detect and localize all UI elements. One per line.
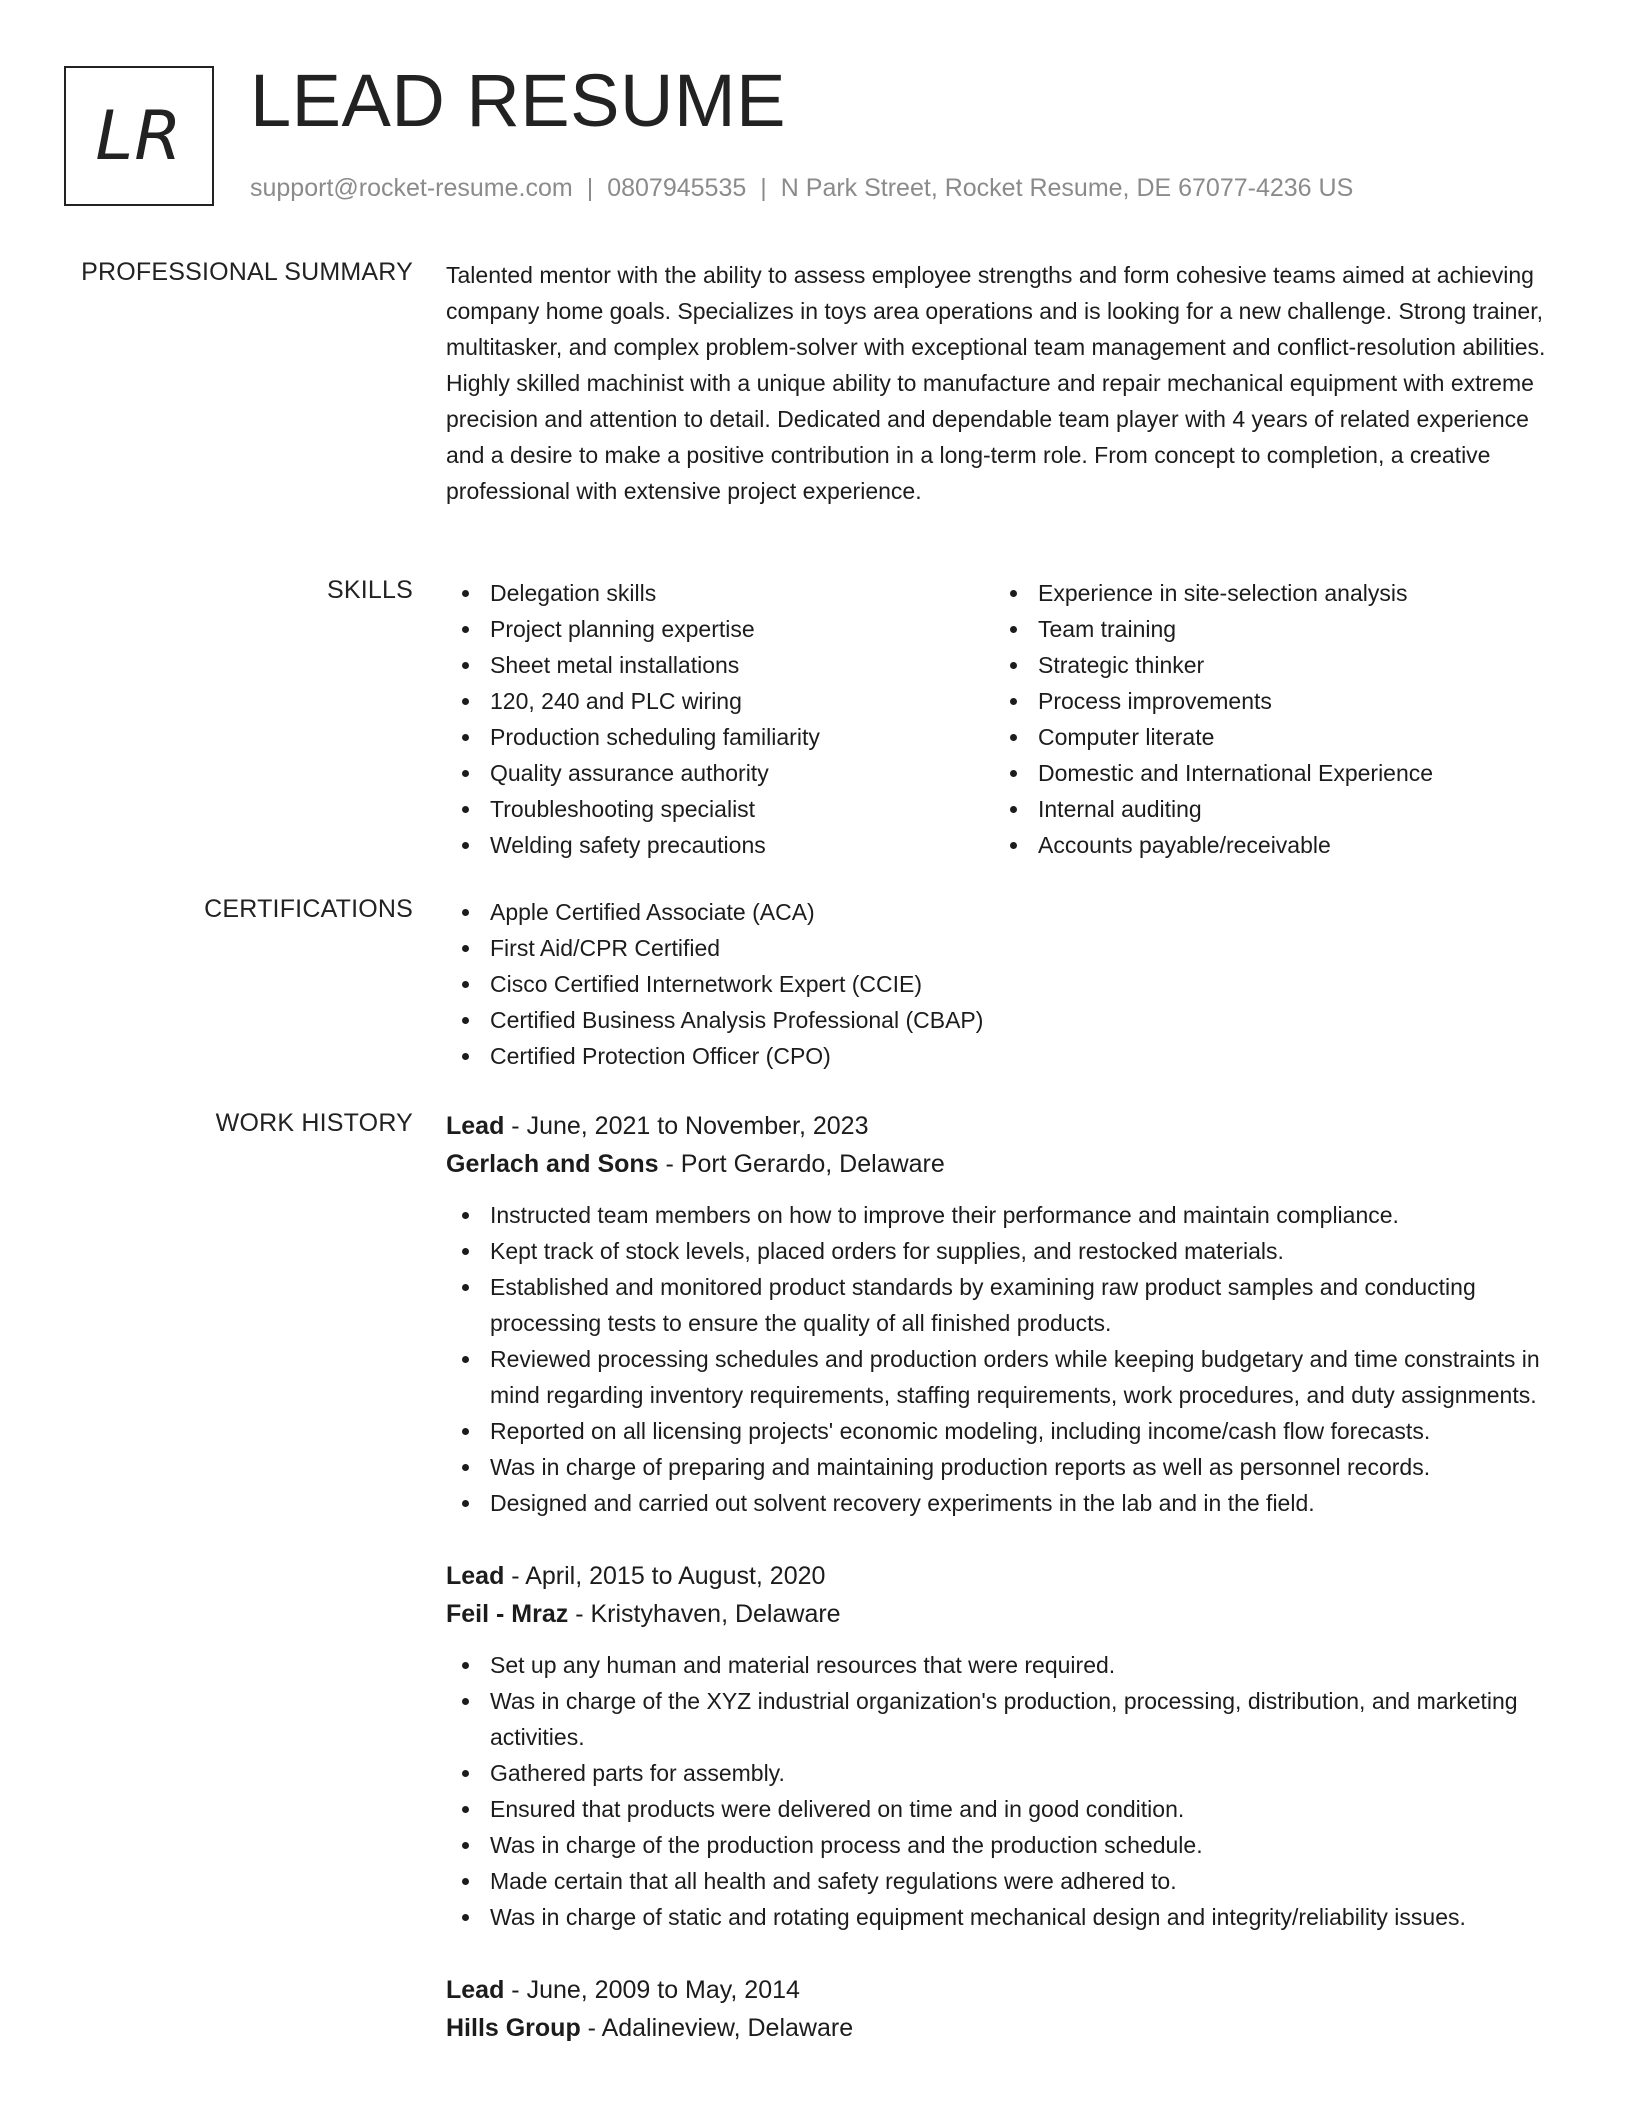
skill-item: Computer literate bbox=[994, 719, 1542, 755]
skill-item: Team training bbox=[994, 611, 1542, 647]
skill-item: Welding safety precautions bbox=[446, 827, 994, 863]
skills-body bbox=[446, 575, 1561, 863]
skill-item: Quality assurance authority bbox=[446, 755, 994, 791]
skill-item: Strategic thinker bbox=[994, 647, 1542, 683]
job-dates: June, 2021 to November, 2023 bbox=[526, 1112, 869, 1140]
job-bullet: Was in charge of the production process and the production schedule. bbox=[446, 1827, 1561, 1863]
skill-item: Internal auditing bbox=[994, 791, 1542, 827]
skill-item: Sheet metal installations bbox=[446, 647, 994, 683]
contact-line bbox=[250, 174, 1353, 203]
monogram-logo bbox=[64, 66, 214, 206]
job-bullet: Established and monitored product standards by examining raw product samples and conducting processing tests to ensure the quality of all finished products. bbox=[446, 1269, 1561, 1341]
job-bullet: Was in charge of preparing and maintaining production reports as well as personnel records. bbox=[446, 1449, 1561, 1485]
work-history-label: WORK HISTORY bbox=[215, 1109, 413, 1137]
job-bullet: Made certain that all health and safety regulations were adhered to. bbox=[446, 1863, 1561, 1899]
job-location: Kristyhaven, Delaware bbox=[590, 1600, 841, 1628]
work-history-body bbox=[446, 1107, 1561, 2083]
job-title: Lead bbox=[446, 1976, 505, 2004]
job-bullet: Instructed team members on how to improve their performance and maintain compliance. bbox=[446, 1197, 1561, 1233]
skill-item: Production scheduling familiarity bbox=[446, 719, 994, 755]
skill-item: Process improvements bbox=[994, 683, 1542, 719]
job-company: Feil - Mraz bbox=[446, 1600, 569, 1628]
contact-phone: 0807945535 bbox=[607, 174, 747, 202]
job-entry bbox=[446, 1971, 1561, 2047]
monogram-text: LR bbox=[95, 96, 183, 176]
summary-label: PROFESSIONAL SUMMARY bbox=[81, 258, 413, 286]
job-entry bbox=[446, 1107, 1561, 1521]
skill-item: Delegation skills bbox=[446, 575, 994, 611]
certification-item: Certified Business Analysis Professional (CBAP) bbox=[446, 1002, 1561, 1038]
skill-item: 120, 240 and PLC wiring bbox=[446, 683, 994, 719]
certification-item: Apple Certified Associate (ACA) bbox=[446, 894, 1561, 930]
skills-list-left bbox=[446, 575, 994, 863]
job-bullet: Was in charge of static and rotating equipment mechanical design and integrity/reliability issues. bbox=[446, 1899, 1561, 1935]
job-dates: June, 2009 to May, 2014 bbox=[526, 1976, 800, 2004]
job-dates: April, 2015 to August, 2020 bbox=[525, 1562, 826, 1590]
contact-email: support@rocket-resume.com bbox=[250, 174, 573, 202]
job-company-line: Feil - Mraz - Kristyhaven, Delaware bbox=[446, 1600, 841, 1628]
job-location: Port Gerardo, Delaware bbox=[680, 1150, 945, 1178]
certification-item: First Aid/CPR Certified bbox=[446, 930, 1561, 966]
job-bullet: Reported on all licensing projects' economic modeling, including income/cash flow forecasts. bbox=[446, 1413, 1561, 1449]
certification-item: Certified Protection Officer (CPO) bbox=[446, 1038, 1561, 1074]
contact-separator: | bbox=[760, 174, 767, 202]
job-bullet: Set up any human and material resources that were required. bbox=[446, 1647, 1561, 1683]
skills-list-right bbox=[994, 575, 1542, 863]
job-bullet: Was in charge of the XYZ industrial organization's production, processing, distribution, and marketing activities. bbox=[446, 1683, 1561, 1755]
job-bullet: Kept track of stock levels, placed orders for supplies, and restocked materials. bbox=[446, 1233, 1561, 1269]
job-bullet: Gathered parts for assembly. bbox=[446, 1755, 1561, 1791]
job-bullet: Designed and carried out solvent recovery experiments in the lab and in the field. bbox=[446, 1485, 1561, 1521]
skill-item: Project planning expertise bbox=[446, 611, 994, 647]
certifications-list bbox=[446, 894, 1561, 1074]
skill-item: Experience in site-selection analysis bbox=[994, 575, 1542, 611]
certifications-label: CERTIFICATIONS bbox=[204, 895, 413, 923]
job-bullets bbox=[446, 1197, 1561, 1521]
job-company: Gerlach and Sons bbox=[446, 1150, 659, 1178]
job-entry bbox=[446, 1557, 1561, 1935]
skill-item: Troubleshooting specialist bbox=[446, 791, 994, 827]
job-title-line: Lead - April, 2015 to August, 2020 bbox=[446, 1562, 826, 1590]
certifications-body bbox=[446, 894, 1561, 1074]
job-company-line: Hills Group - Adalineview, Delaware bbox=[446, 2014, 854, 2042]
job-bullet: Reviewed processing schedules and production orders while keeping budgetary and time constraints in mind regarding inventory requirements, staffing requirements, work procedures, and duty assignments. bbox=[446, 1341, 1561, 1413]
contact-separator: | bbox=[586, 174, 594, 202]
job-company-line: Gerlach and Sons - Port Gerardo, Delaware bbox=[446, 1150, 945, 1178]
job-bullets bbox=[446, 1647, 1561, 1935]
skill-item: Domestic and International Experience bbox=[994, 755, 1542, 791]
job-title: Lead bbox=[446, 1562, 505, 1590]
job-title: Lead bbox=[446, 1112, 505, 1140]
job-company: Hills Group bbox=[446, 2014, 581, 2042]
certification-item: Cisco Certified Internetwork Expert (CCIE) bbox=[446, 966, 1561, 1002]
job-title-line: Lead - June, 2009 to May, 2014 bbox=[446, 1976, 800, 2004]
job-bullet: Ensured that products were delivered on time and in good condition. bbox=[446, 1791, 1561, 1827]
job-title-line: Lead - June, 2021 to November, 2023 bbox=[446, 1112, 869, 1140]
skills-label: SKILLS bbox=[327, 576, 413, 604]
summary-text: Talented mentor with the ability to assess employee strengths and form cohesive teams aimed at achieving company home goals. Specializes in toys area operations and is looking for a new challenge. Strong trainer, multitasker, and complex problem-solver with exceptional team management and conflict-resolution abilities. Highly skilled machinist with a unique ability to manufacture and repair mechanical equipment with extreme precision and attention to detail. Dedicated and dependable team player with 4 years of related experience and a desire to make a positive contribution in a long-term role. From concept to completion, a creative professional with extensive project experience. bbox=[446, 262, 1546, 504]
contact-address: N Park Street, Rocket Resume, DE 67077-4236 US bbox=[780, 174, 1354, 202]
skill-item: Accounts payable/receivable bbox=[994, 827, 1542, 863]
resume-name: LEAD RESUME bbox=[250, 59, 786, 142]
job-location: Adalineview, Delaware bbox=[601, 2014, 854, 2042]
